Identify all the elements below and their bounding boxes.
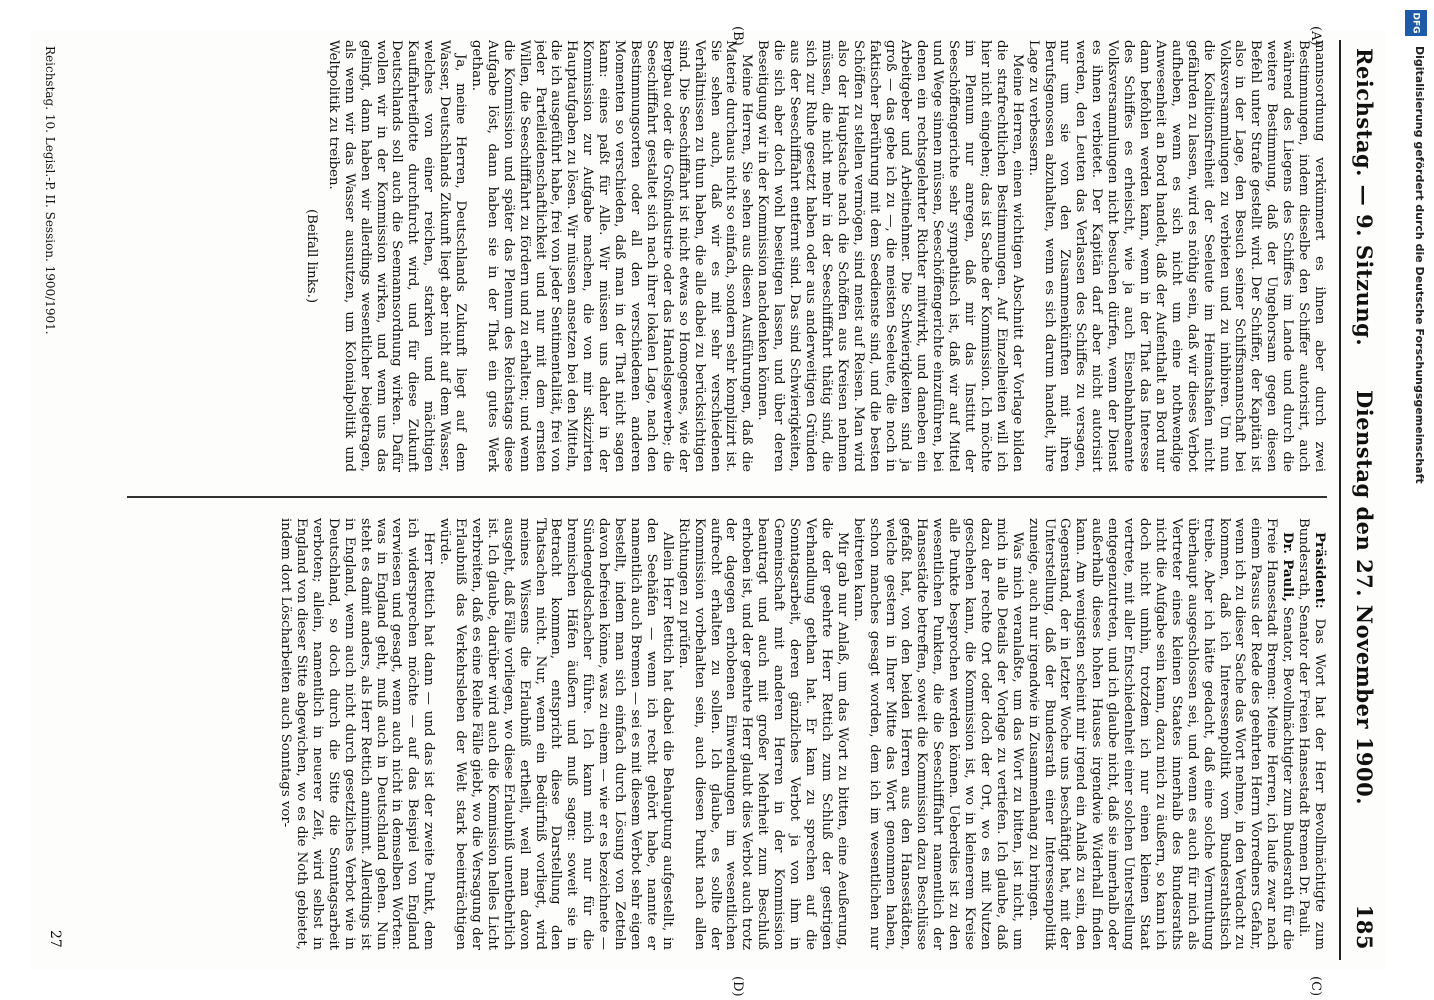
dfg-logo-text: DFG xyxy=(1410,12,1421,34)
left-paragraph-4: Ja, meine Herren, Deutschlands Zukunft liegt auf dem Wasser, Deutschlands Zukunft liegt aber nicht auf dem Wasser, welches von einer reichen, starken und mächtigen Kauffahrteiflotte durchfurcht wird, und für diese Zukunft Deutschlands soll auch die Seemannsordnung wirken. Dafür wollen wir in der Kommission wirken, und wenn uns das gelingt, dann haben wir allerdings wesentlicher beigetragen, als wenn wir das Wasser ausnutzen, um Kolonialpolitik und Weltpolitik zu treiben. xyxy=(325,40,469,472)
right-paragraph-1 xyxy=(1295,518,1327,950)
header-rule xyxy=(1339,40,1341,960)
header-page-number: 185 xyxy=(1352,904,1377,950)
header-left: Reichstag. — 9. Sitzung. xyxy=(1352,48,1377,347)
page-footer: Reichstag. 10. Legisl.-P. II. Session. 1900/1901. xyxy=(43,46,57,335)
right-column xyxy=(57,518,1327,950)
right-paragraph-4: Mir gab nur Anlaß, um das Wort zu bitten, eine Aeußerung, die der geehrte Herr Rettich zum Schluß der gestrigen Verhandlung gethan hat. Er kam zu sprechen auf die Sonntagsarbeit, deren gänzliches Verbot ja von ihm in Gemeinschaft mit anderen Herren in der Kommission beantragt und auch mit großer Mehrheit zum Beschluß erhoben ist, und der geehrte Herr glaubt dies Verbot auch trotz der dagegen erhobenen Einwendungen im wesentlichen aufrecht erhalten zu sollen. Ich glaube, es sollte der Kommission vorbehalten sein, auch diesen Punkt nach allen Richtungen zu prüfen. xyxy=(675,518,850,950)
margin-marker-d: (D) xyxy=(730,976,745,997)
speaker-pauli: Dr. Pauli, xyxy=(1280,532,1296,602)
right-paragraph-2 xyxy=(1025,518,1295,950)
left-paragraph-1: mannsordnung verkümmert es ihnen aber durch zwei Bestimmungen, indem dieselbe den Schiffer autorisirt, auch während des Liegens des Schiffes im Lande und durch die weitere Bestimmung, daß der Ungehorsam gegen diesen Befehl unter Strafe gestellt wird. Der Schiffer, der Kapitän ist also in der Lage, den Besuch seiner Schiffsmannschaft bei Volksversammlungen zu verbieten und zu inhibiren. Um nun die Koalitionsfreiheit der Seeleute im Heimatshafen nicht gefährden zu lassen, wird es nöthig sein, daß wir dieses Verbot aufheben, wenn es sich nicht um eine nothwendige Anwesenheit an Bord handelt, daß der Aufenthalt an Bord nur dann befohlen werden kann, wenn in der That das Interesse des Schiffes es erheischt, wie ja auch Eisenbahnbeamte Volksversammlungen nicht besuchen dürfen, wenn der Dienst es ihnen verbietet. Der Kapitän darf aber nicht autorisirt werden, den Leuten das Verlassen des Schiffes zu versagen, nur um sie von den Zusammenkünften mit ihren Berufsgenossen abzuhalten, wenn es sich darum handelt, ihre Lage zu verbessern. xyxy=(1025,40,1327,472)
right-paragraph-1-text: Das Wort hat der Herr Bevollmächtigte zum Bundesrath, Senator der Freien Hansestadt Bremen Dr. Pauli. xyxy=(1296,518,1327,950)
speaker-president: Präsident: xyxy=(1312,532,1327,609)
right-paragraph-6: Herr Rettich hat dann — und das ist der zweite Punkt, dem ich widersprechen möchte — auf das Beispiel von England verwiesen und gesagt, wenn auch nicht in demselben Worten: was in England geht, muß auch in Deutschland gehen. Nun steht es damit anders, als Herr Rettich annimmt. Allerdings ist in England, wenn auch nicht durch gesetzliches Verbot wie in Deutschland, so doch durch die Sitte die Sonntagsarbeit verboten; allein, namentlich in neuerer Zeit, wird selbst in England von dieser Sitte abgewichen, wo es die Noth gebietet, indem dort Löscharbeiten auch Sonntags vor- xyxy=(278,518,437,950)
left-paragraph-3: Meine Herren, Sie sehen aus diesen Ausführungen, daß die Materie durchaus nicht so einfach, sondern sehr komplizirt ist. Sie sehen auch, daß wir es mit sehr verschiedenen Verhältnissen zu thun haben, die alle dabei zu berücksichtigen sind. Die Seeschifffahrt ist nicht etwas so Homogenes, wie der Bergbau oder die Großindustrie oder das Handelsgewerbe; die Seeschifffahrt gestaltet sich nach ihrer lokalen Lage, nach den Bestimmungsorten oder all den verschiedenen anderen Momenten so verschieden, daß man in der That nicht sagen kann: eines paßt für Alle. Wir müssen uns daher in der Kommission zur Aufgabe machen, die von mir skizzirten Hauptaufgaben zu lösen. Wir müssen ansetzen bei den Mitteln, die ich ausgeführt habe, frei von jeder Sentimentalität, frei von jeder Parteileidenschaftlichkeit und nur mit dem ernsten Willen, die Seeschifffahrt zu fördern und zu erhalten; und wenn die Kommission und später das Plenum des Reichstags diese Aufgabe löst, dann haben sie in der That ein gutes Werk gethan. xyxy=(468,40,755,472)
right-paragraph-3: Was mich veranlaßte, um das Wort zu bitten, ist nicht, um mich in alle Details der Vorlage zu vertiefen. Ich glaube, daß dazu der rechte Ort oder doch der Ort, wo es mit Nutzen geschehen kann, die Kommission ist, wo in kleinerem Kreise alle Punkte besprochen werden können. Ueberdies ist zu den wesentlichen Punkten, die die Seeschifffahrt namentlich der Hansestädte betreffen, soweit die Kommission dazu Beschlüsse gefaßt hat, von den beiden Herren aus den Hansestädten, welche gestern in Ihrer Mitte das Wort genommen haben, schon manches gesagt worden, dem ich im wesentlichen nur beitreten kann. xyxy=(850,518,1025,950)
margin-marker-c: (C) xyxy=(1308,976,1323,997)
left-paragraph-2: Meine Herren, einen wichtigen Abschnitt der Vorlage bilden die strafrechtlichen Bestimmungen. Auf Einzelheiten will ich hier nicht eingehen; das ist Sache der Kommission. Ich möchte im Plenum nur anregen, daß mir das Institut der Seeschöffengerichte sehr sympathisch ist, daß wir auf Mittel und Wege sinnen müssen, Seeschöffengerichte einzuführen, bei denen ein rechtsgelehrter Richter mitwirkt, und daneben ein Arbeitgeber und Arbeitnehmer. Die Schwierigkeiten sind ja groß — das gebe ich zu —, die meisten Seeleute, die noch in faktischer Berührung mit dem Seedienste sind, und die besten Schöffen zu stellen vermögen, sind meist auf Reisen. Man wird also der Hauptsache nach die Schöffen aus Kreisen nehmen müssen, die nicht mehr in der Seeschifffahrt thätig sind, die sich zur Ruhe gesetzt haben oder aus anderweitigen Gründen aus der Seeschifffahrt entfernt sind. Das sind Schwierigkeiten, die sich aber doch wohl beseitigen lassen, und über deren Beseitigung wir in der Kommission nachdenken können. xyxy=(755,40,1025,472)
page-header xyxy=(1341,30,1385,970)
header-date: Dienstag den 27. November 1900. xyxy=(1352,390,1377,806)
applause-note: (Beifall links.) xyxy=(303,208,319,304)
footer-sheet-number: 27 xyxy=(47,930,63,948)
right-paragraph-2-text: Senator, Bevollmächtigter zum Bundesrath für die Freie Hansestadt Bremen: Meine Herren, ich laufe zwar nach einem Passus der Rede des geehrten Herrn Vorredners Gefahr, wenn ich zu dieser Sache das Wort nehme, in den Verdacht zu kommen, daß ich Interessenpolitik vom Bundesrathstisch treibe. Aber ich hätte gedacht, daß eine solche Vermuthung überhaupt ausgeschlossen sei, und wenn es auch für mich als Vertreter eines kleinen Staates innerhalb des Bundesraths nicht die Aufgabe sein kann, dazu mich zu äußern, so kann ich doch nicht umhin, trotzdem ich nur einen kleinen Staat vertrete, mit aller Entschiedenheit einer solchen Unterstellung entgegenzutreten, und ich glaube nicht, daß sie innerhalb oder außerhalb dieses hohen Hauses irgendwie Widerhall finden kann. Am wenigsten scheint mir irgend ein Anlaß zu sein, den Gegenstand, der in letzter Woche uns beschäftigt hat, mit der Unterstellung, daß der Bundesrath einer Interessenpolitik zuneige, auch nur irgendwie in Zusammenhang zu bringen. xyxy=(1025,518,1296,950)
digitization-credit: Digitalisierung gefördert durch die Deutsche Forschungsgemeinschaft xyxy=(1413,46,1426,484)
right-paragraph-5: Allein Herr Rettich hat dabei die Behauptung aufgestellt, in den Seehäfen — wenn ich recht gehört habe, nannte er namentlich auch Bremen — sei es mit diesem Verbot sehr eigen bestellt, indem man sich einfach durch Lösung von Zetteln davon befreien könne, was zu einem — wie er es bezeichnete — Sündengeldschacher führe. Ich kann mich nur für die bremischen Häfen äußern und muß sagen: soweit sie in Betracht kommen, entspricht diese Darstellung den Thatsachen nicht. Nur, wenn ein Bedürfniß vorliegt, wird meines Wissens die Erlaubniß ertheilt, weil man davon ausgeht, daß Fälle vorliegen, wo diese Erlaubniß unentbehrlich ist. Ich glaube, darüber wird auch die Kommission helles Licht verbreiten, daß es eine Reihe Fälle giebt, wo die Versagung der Erlaubniß das Verkehrsleben der Welt stark beeinträchtigen würde. xyxy=(437,518,675,950)
newspaper-page xyxy=(30,26,1385,997)
margin-marker-b: (B) xyxy=(730,26,745,46)
left-column xyxy=(57,40,1327,472)
dfg-sidebar xyxy=(1394,6,1434,996)
margin-marker-a: (A) xyxy=(1308,26,1323,46)
column-divider xyxy=(127,496,1327,498)
dfg-logo xyxy=(1405,10,1427,36)
